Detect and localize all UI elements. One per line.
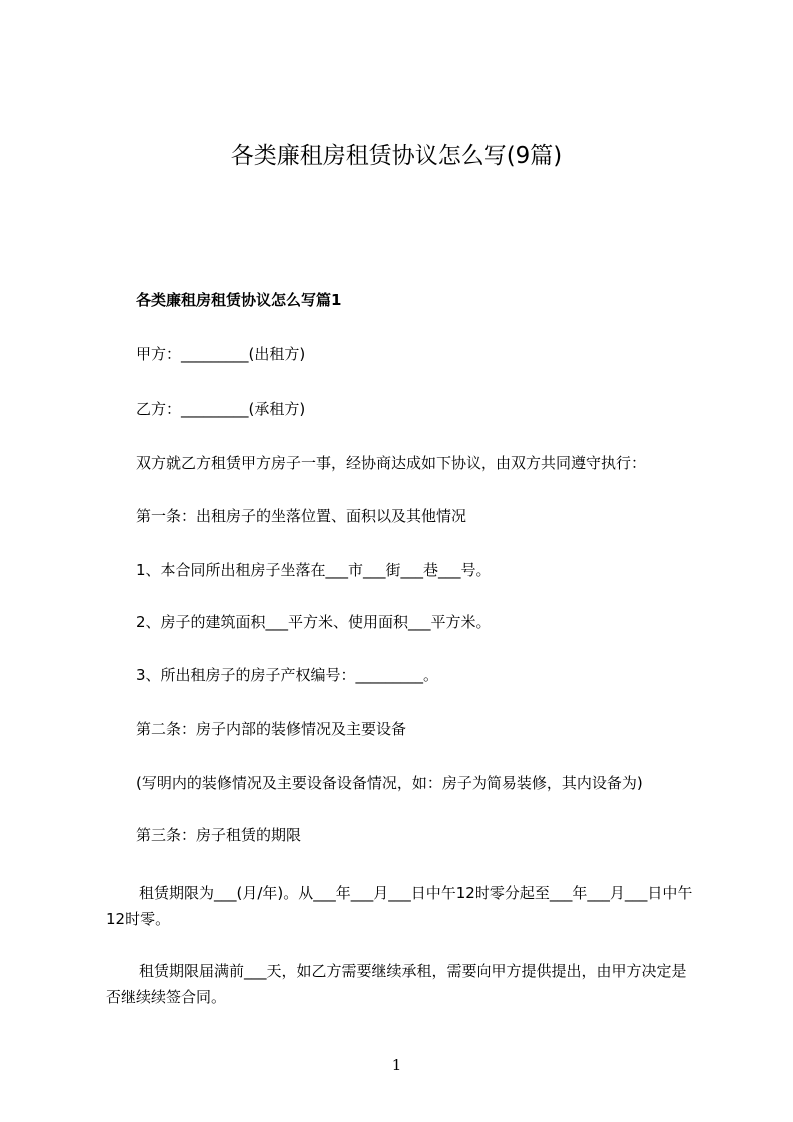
party-b-line: 乙方：_________(承租方) [136, 400, 306, 418]
clause-location: 1、本合同所出租房子坐落在___市___街___巷___号。 [136, 561, 491, 579]
page-title: 各类廉租房租赁协议怎么写(9篇) [230, 143, 563, 169]
article-3-heading: 第三条：房子租赁的期限 [136, 826, 302, 844]
section-heading: 各类廉租房租赁协议怎么写篇1 [136, 291, 342, 309]
lease-term-paragraph: 租赁期限为___(月/年)。从___年___月___日中午12时零分起至___年___月___日中午12时零。 [106, 884, 693, 928]
agreement-intro: 双方就乙方租赁甲方房子一事，经协商达成如下协议，由双方共同遵守执行： [136, 454, 647, 472]
article-2-heading: 第二条：房子内部的装修情况及主要设备 [136, 720, 407, 738]
article-1-heading: 第一条：出租房子的坐落位置、面积以及其他情况 [136, 507, 467, 525]
clause-property-number: 3、所出租房子的房子产权编号：_________。 [136, 666, 439, 684]
lease-renewal-paragraph: 租赁期限届满前___天，如乙方需要继续承租，需要向甲方提供提出，由甲方决定是否继续续签合同。 [106, 962, 687, 1006]
party-a-line: 甲方：_________(出租方) [136, 345, 306, 363]
clause-area: 2、房子的建筑面积___平方米、使用面积___平方米。 [136, 613, 491, 631]
decoration-note: (写明内的装修情况及主要设备设备情况，如：房子为简易装修，其内设备为) [136, 774, 643, 792]
page-number: 1 [391, 1056, 402, 1074]
